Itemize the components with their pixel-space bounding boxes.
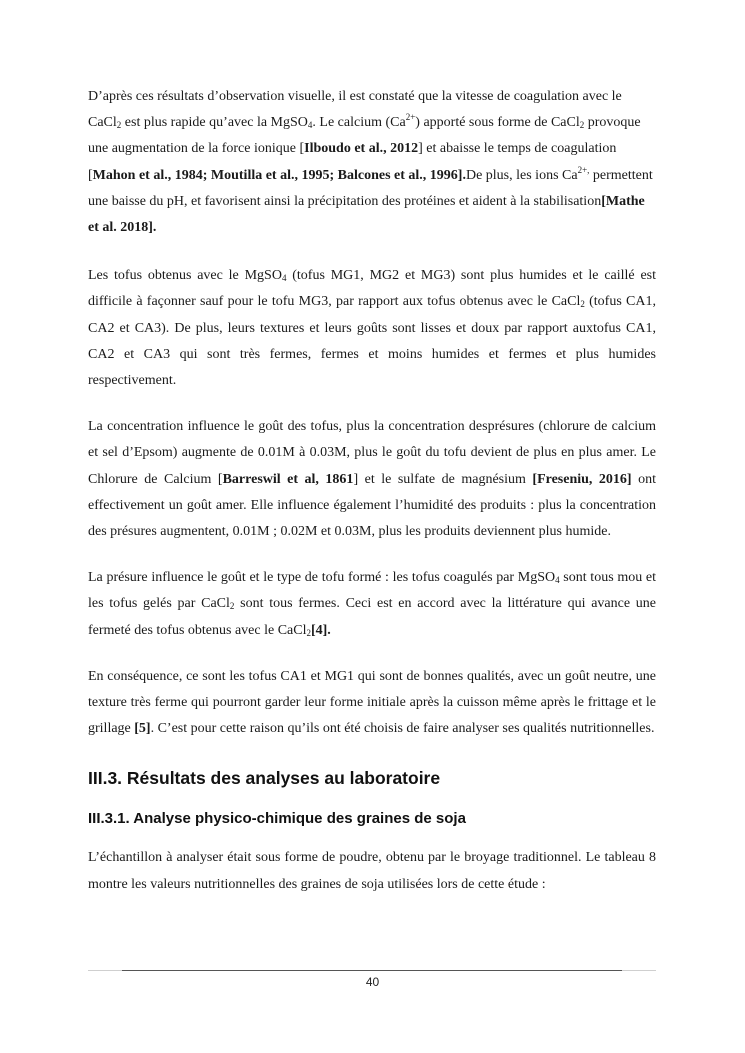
superscript: 2+, <box>577 164 590 175</box>
subscript: 2 <box>229 601 235 612</box>
citation: [5] <box>134 721 151 737</box>
paragraph-conclusion <box>88 664 656 743</box>
text: ] et le sulfate de magnésium <box>353 471 533 487</box>
text: De plus, les ions Ca <box>465 167 578 183</box>
text: sont tous mou et les tofus gelés par CaCl <box>88 570 657 612</box>
text: (tofus MG1, MG2 et MG3) sont plus humides et le caillé est difficile à façonner sauf pour le tofu MG3, par rapport aux tofus obtenus avec le CaCl <box>88 268 656 310</box>
text: sont tous fermes. Ceci est en accord avec la littérature qui avance une fermeté des tofus obtenus avec le CaCl <box>88 596 657 638</box>
citation: [Freseniu, 2016] <box>532 471 632 487</box>
citation: [Mathe et al. 2018]. <box>88 193 645 236</box>
text: La concentration influence le goût des tofus, plus la concentration desprésures (chlorure de calcium et sel d’Epsom) augmente de 0.01M à 0.03M, plus le goût du tofu devient de plus en plus amer. Le Chlorure de Calcium [ <box>88 419 656 487</box>
subscript: 4 <box>307 120 313 131</box>
subscript: 2 <box>580 299 585 310</box>
subsection-heading: III.3.1. Analyse physico-chimique des graines de soja <box>88 810 466 828</box>
section-heading: III.3. Résultats des analyses au laboratoire <box>88 768 441 789</box>
citation: Ilboudo et al., 2012 <box>304 141 419 157</box>
paragraph-tofu-texture <box>88 263 656 394</box>
citation: [4]. <box>310 622 331 638</box>
citation: Mahon et al., 1984; Moutilla et al., 1995; Balcones et al., 1996]. <box>92 167 466 183</box>
text: (tofus CA1, CA2 et CA3). De plus, leurs textures et leurs goûts sont lisses et doux par rapport auxtofus CA1, CA2 et CA3 qui sont très fermes, fermes et moins humides et fermes et plus humides respectivement. <box>88 294 656 389</box>
citation: Barreswil et al, 1861 <box>222 471 354 487</box>
text: La présure influence le goût et le type de tofu formé : les tofus coagulés par MgSO <box>88 570 556 586</box>
superscript: 2+ <box>405 112 416 123</box>
text: . Le calcium (Ca <box>312 115 406 131</box>
text: . C’est pour cette raison qu’ils ont été choisis de faire analyser ses qualités nutritionnelles. <box>150 721 655 737</box>
text: ont effectivement un goût amer. Elle influence également l’humidité des produits : plus la concentration des présures augmentent, 0.01M ; 0.02M et 0.03M, plus les produits deviennent plus humide. <box>88 471 656 540</box>
page-number: 40 <box>365 975 380 989</box>
text: En conséquence, ce sont les tofus CA1 et MG1 qui sont de bonnes qualités, avec un goût neutre, une texture très ferme qui pourront garder leur forme initiale après la cuisson même après le frittage et le grillage <box>88 668 656 737</box>
text: Les tofus obtenus avec le MgSO <box>88 268 282 284</box>
paragraph-coagulation-speed <box>88 84 656 241</box>
paragraph-presure-influence <box>88 565 656 644</box>
subscript: 2 <box>116 120 122 131</box>
subscript: 4 <box>281 273 287 284</box>
page-body <box>88 84 656 898</box>
subscript: 4 <box>555 575 560 586</box>
text: est plus rapide qu’avec la MgSO <box>121 115 308 131</box>
text: permettent une baisse du pH, et favorisent ainsi la précipitation des protéines et aident à la stabilisation <box>88 167 653 209</box>
text: D’après ces résultats d’observation visuelle, il est constaté que la vitesse de coagulation avec le CaCl <box>88 89 622 131</box>
text: ] et abaisse le temps de coagulation [ <box>88 141 617 183</box>
subscript: 2 <box>306 627 311 638</box>
subscript: 2 <box>579 120 585 131</box>
paragraph-concentration <box>88 414 656 545</box>
footer-rule-dark <box>122 970 622 971</box>
text: provoque une augmentation de la force ionique [ <box>88 115 641 157</box>
text: ) apporté sous forme de CaCl <box>415 115 580 131</box>
paragraph-sample: L’échantillon à analyser était sous forme de poudre, obtenu par le broyage traditionnel. Le tableau 8 montre les valeurs nutritionnelles des graines de soja utilisées lors de cette étude : <box>88 850 656 892</box>
